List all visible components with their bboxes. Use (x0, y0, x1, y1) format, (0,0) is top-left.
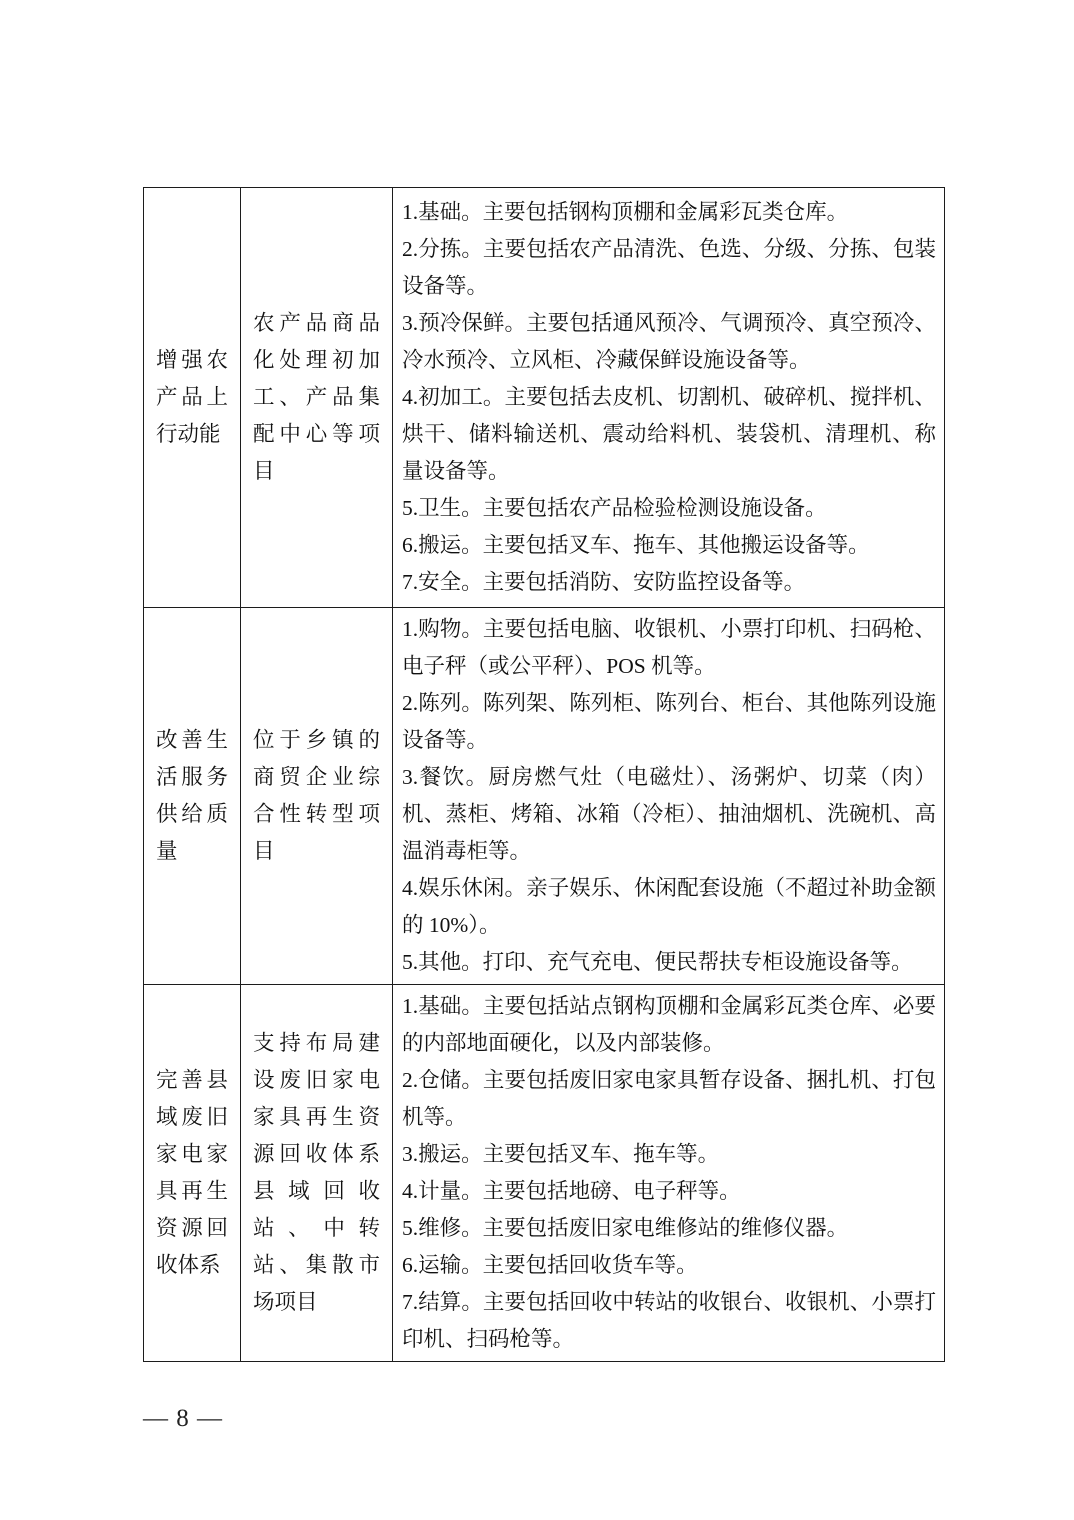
project-text: 农产品商品化处理初加工、产品集配中心等项目 (253, 311, 380, 483)
spec-item: 6.搬运。主要包括叉车、拖车、其他搬运设备等。 (402, 533, 870, 557)
category-text: 增强农产品上行动能 (156, 348, 228, 446)
table-row-life-services (144, 608, 945, 985)
spec-item: 2.陈列。陈列架、陈列柜、陈列台、柜台、其他陈列设施设备等。 (402, 691, 936, 752)
project-text: 位于乡镇的商贸企业综合性转型项目 (253, 728, 380, 863)
spec-item: 3.餐饮。厨房燃气灶（电磁灶）、汤粥炉、切菜（肉）机、蒸柜、烤箱、冰箱（冷柜）、抽油烟机、洗碗机、高温消毒柜等。 (402, 765, 936, 863)
subsidy-categories-table (143, 187, 945, 1362)
spec-item: 4.初加工。主要包括去皮机、切割机、破碎机、搅拌机、烘干、储料输送机、震动给料机、装袋机、清理机、称量设备等。 (402, 385, 936, 483)
category-text: 改善生活服务供给质量 (156, 728, 228, 863)
spec-item: 2.仓储。主要包括废旧家电家具暂存设备、捆扎机、打包机等。 (402, 1068, 936, 1129)
spec-item: 5.其他。打印、充气充电、便民帮扶专柜设施设备等。 (402, 950, 913, 974)
items-cell (393, 985, 945, 1362)
items-cell (393, 608, 945, 985)
spec-item: 2.分拣。主要包括农产品清洗、色选、分级、分拣、包装设备等。 (402, 237, 936, 298)
project-cell (241, 985, 393, 1362)
table-row-agriculture (144, 188, 945, 608)
project-cell (241, 188, 393, 608)
spec-item: 6.运输。主要包括回收货车等。 (402, 1253, 698, 1277)
category-cell (144, 608, 241, 985)
spec-item: 7.结算。主要包括回收中转站的收银台、收银机、小票打印机、扫码枪等。 (402, 1290, 936, 1351)
page-number: — 8 — (143, 1405, 223, 1432)
items-cell (393, 188, 945, 608)
spec-item: 3.预冷保鲜。主要包括通风预冷、气调预冷、真空预冷、冷水预冷、立风柜、冷藏保鲜设施设备等。 (402, 311, 936, 372)
category-cell (144, 985, 241, 1362)
spec-item: 4.娱乐休闲。亲子娱乐、休闲配套设施（不超过补助金额的 10%）。 (402, 876, 936, 937)
spec-item: 5.卫生。主要包括农产品检验检测设施设备。 (402, 496, 827, 520)
spec-item: 5.维修。主要包括废旧家电维修站的维修仪器。 (402, 1216, 849, 1240)
spec-item: 1.基础。主要包括站点钢构顶棚和金属彩瓦类仓库、必要的内部地面硬化，以及内部装修。 (402, 994, 936, 1055)
category-cell (144, 188, 241, 608)
spec-item: 1.基础。主要包括钢构顶棚和金属彩瓦类仓库。 (402, 200, 849, 224)
spec-item: 7.安全。主要包括消防、安防监控设备等。 (402, 570, 806, 594)
spec-item: 1.购物。主要包括电脑、收银机、小票打印机、扫码枪、电子秤（或公平秤）、POS 机等。 (402, 617, 936, 678)
project-cell (241, 608, 393, 985)
table-row-recycling (144, 985, 945, 1362)
spec-item: 4.计量。主要包括地磅、电子秤等。 (402, 1179, 741, 1203)
category-text: 完善县域废旧家电家具再生资源回收体系 (156, 1068, 228, 1277)
project-text: 支持布局建设废旧家电家具再生资源回收体系县域回收站、中转站、集散市场项目 (253, 1031, 380, 1314)
spec-item: 3.搬运。主要包括叉车、拖车等。 (402, 1142, 720, 1166)
